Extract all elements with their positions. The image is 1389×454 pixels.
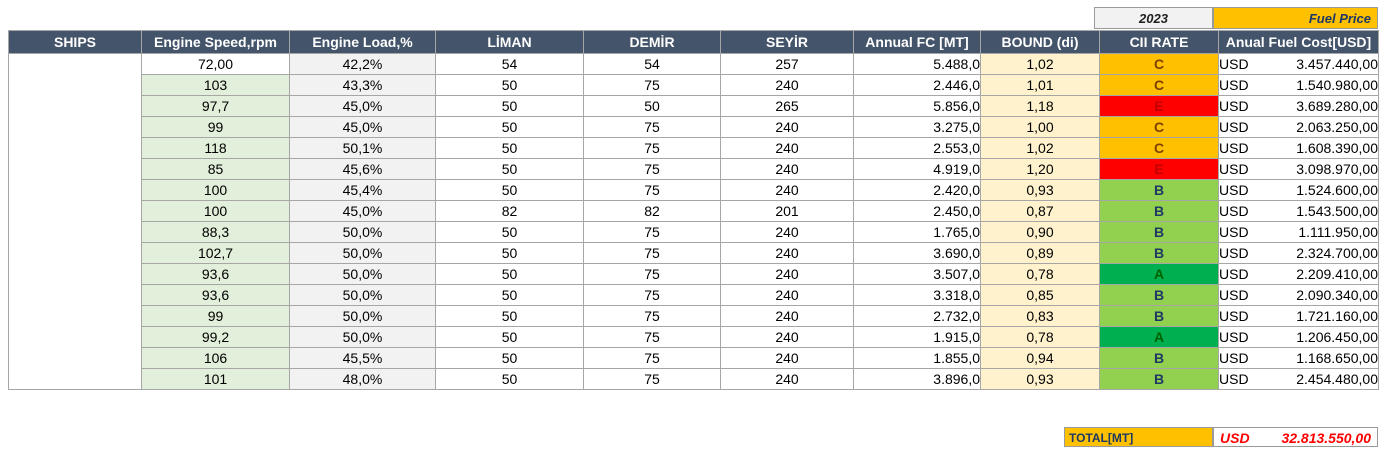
bound-cell[interactable]: 0,85 [981,285,1100,306]
engine-speed-cell[interactable]: 85 [142,159,290,180]
engine-speed-cell[interactable]: 72,00 [142,54,290,75]
cost-amount: 1.608.390,00 [1296,140,1378,156]
table-row [9,117,1379,138]
cii-rate-cell[interactable]: B [1100,201,1219,222]
col-header-annual-fc[interactable]: Annual FC [MT] [854,31,981,54]
engine-load-cell[interactable]: 50,1% [290,138,436,159]
engine-load-cell[interactable]: 45,0% [290,201,436,222]
seyir-cell[interactable]: 240 [721,285,854,306]
table-row [9,138,1379,159]
table-row [9,180,1379,201]
annual-fc-cell[interactable]: 2.732,0 [854,306,981,327]
bound-cell[interactable]: 1,02 [981,138,1100,159]
seyir-cell[interactable]: 240 [721,369,854,390]
currency-label: USD [1219,224,1249,240]
annual-fc-cell[interactable]: 4.919,0 [854,159,981,180]
annual-fc-cell[interactable]: 3.507,0 [854,264,981,285]
fuel-cost-cell[interactable] [1219,264,1379,285]
cii-rate-cell[interactable]: C [1100,75,1219,96]
fuel-cost-cell[interactable] [1219,285,1379,306]
table-row [9,75,1379,96]
fuel-cost-cell[interactable] [1219,138,1379,159]
liman-cell[interactable]: 50 [436,369,584,390]
cii-rate-cell[interactable]: B [1100,285,1219,306]
engine-load-cell[interactable]: 50,0% [290,222,436,243]
cii-rate-cell[interactable]: A [1100,327,1219,348]
total-value-cell[interactable] [1213,427,1378,447]
liman-cell[interactable]: 50 [436,117,584,138]
annual-fc-cell[interactable]: 3.275,0 [854,117,981,138]
cii-rate-cell[interactable]: C [1100,117,1219,138]
table-row [9,201,1379,222]
table-row [9,222,1379,243]
fuel-cost-cell[interactable] [1219,96,1379,117]
table-row [9,54,1379,75]
table-row [9,369,1379,390]
liman-cell[interactable]: 50 [436,159,584,180]
engine-speed-cell[interactable]: 88,3 [142,222,290,243]
annual-fc-cell[interactable]: 2.446,0 [854,75,981,96]
fuel-cost-cell[interactable] [1219,348,1379,369]
cii-rate-cell[interactable]: E [1100,159,1219,180]
fuel-price-cell[interactable]: Fuel Price [1213,7,1378,29]
seyir-cell[interactable]: 240 [721,306,854,327]
demir-cell[interactable]: 75 [584,75,721,96]
liman-cell[interactable]: 50 [436,138,584,159]
demir-cell[interactable]: 82 [584,201,721,222]
seyir-cell[interactable]: 201 [721,201,854,222]
column-header-row [9,31,1379,54]
seyir-cell[interactable]: 240 [721,348,854,369]
col-header-engine-speed[interactable]: Engine Speed,rpm [142,31,290,54]
bound-cell[interactable]: 0,89 [981,243,1100,264]
demir-cell[interactable]: 50 [584,96,721,117]
liman-cell[interactable]: 50 [436,75,584,96]
currency-label: USD [1219,161,1249,177]
cost-amount: 3.098.970,00 [1296,161,1378,177]
liman-cell[interactable]: 50 [436,96,584,117]
demir-cell[interactable]: 75 [584,243,721,264]
cost-amount: 1.168.650,00 [1296,350,1378,366]
bound-cell[interactable]: 1,20 [981,159,1100,180]
cost-amount: 1.524.600,00 [1296,182,1378,198]
engine-speed-cell[interactable]: 118 [142,138,290,159]
table-row [9,264,1379,285]
engine-load-cell[interactable]: 50,0% [290,264,436,285]
currency-label: USD [1219,203,1249,219]
bound-cell[interactable]: 0,78 [981,264,1100,285]
cii-rate-cell[interactable]: A [1100,264,1219,285]
col-header-liman[interactable]: LİMAN [436,31,584,54]
seyir-cell[interactable]: 257 [721,54,854,75]
annual-fc-cell[interactable]: 2.420,0 [854,180,981,201]
fuel-cost-cell[interactable] [1219,327,1379,348]
annual-fc-cell[interactable]: 2.450,0 [854,201,981,222]
liman-cell[interactable]: 50 [436,264,584,285]
table-body [9,54,1379,390]
currency-label: USD [1219,98,1249,114]
table-row [9,348,1379,369]
seyir-cell[interactable]: 240 [721,243,854,264]
seyir-cell[interactable]: 265 [721,96,854,117]
engine-speed-cell[interactable]: 100 [142,180,290,201]
seyir-cell[interactable]: 240 [721,117,854,138]
bound-cell[interactable]: 1,18 [981,96,1100,117]
fuel-cost-cell[interactable] [1219,243,1379,264]
engine-load-cell[interactable]: 50,0% [290,306,436,327]
seyir-cell[interactable]: 240 [721,264,854,285]
annual-fc-cell[interactable]: 3.318,0 [854,285,981,306]
demir-cell[interactable]: 75 [584,285,721,306]
liman-cell[interactable]: 50 [436,243,584,264]
fuel-cost-cell[interactable] [1219,159,1379,180]
currency-label: USD [1219,329,1249,345]
currency-label: USD [1219,56,1249,72]
demir-cell[interactable]: 75 [584,327,721,348]
engine-speed-cell[interactable]: 99 [142,117,290,138]
cii-rate-cell[interactable]: B [1100,222,1219,243]
engine-speed-cell[interactable]: 106 [142,348,290,369]
currency-label: USD [1219,371,1249,387]
engine-speed-cell[interactable]: 99,2 [142,327,290,348]
bound-cell[interactable]: 0,94 [981,348,1100,369]
demir-cell[interactable]: 75 [584,306,721,327]
total-amount: 32.813.550,00 [1281,430,1371,446]
col-header-engine-load[interactable]: Engine Load,% [290,31,436,54]
engine-load-cell[interactable]: 45,0% [290,96,436,117]
engine-speed-cell[interactable]: 93,6 [142,264,290,285]
annual-fc-cell[interactable]: 5.488,0 [854,54,981,75]
seyir-cell[interactable]: 240 [721,75,854,96]
liman-cell[interactable]: 54 [436,54,584,75]
liman-cell[interactable]: 50 [436,306,584,327]
cii-rate-cell[interactable]: B [1100,306,1219,327]
engine-load-cell[interactable]: 45,6% [290,159,436,180]
fuel-cost-cell[interactable] [1219,369,1379,390]
cost-amount: 2.090.340,00 [1296,287,1378,303]
demir-cell[interactable]: 75 [584,117,721,138]
cost-amount: 1.111.950,00 [1298,224,1378,240]
engine-load-cell[interactable]: 42,2% [290,54,436,75]
bound-cell[interactable]: 1,01 [981,75,1100,96]
annual-fc-cell[interactable]: 3.896,0 [854,369,981,390]
engine-load-cell[interactable]: 50,0% [290,285,436,306]
demir-cell[interactable]: 75 [584,348,721,369]
liman-cell[interactable]: 50 [436,285,584,306]
engine-speed-cell[interactable]: 103 [142,75,290,96]
annual-fc-cell[interactable]: 1.915,0 [854,327,981,348]
demir-cell[interactable]: 75 [584,264,721,285]
total-currency: USD [1220,430,1250,446]
table-row [9,285,1379,306]
seyir-cell[interactable]: 240 [721,327,854,348]
fuel-cost-cell[interactable] [1219,54,1379,75]
total-label[interactable]: TOTAL[MT] [1064,427,1213,447]
cost-amount: 3.689.280,00 [1296,98,1378,114]
currency-label: USD [1219,245,1249,261]
demir-cell[interactable]: 75 [584,180,721,201]
engine-speed-cell[interactable]: 100 [142,201,290,222]
table-row [9,243,1379,264]
demir-cell[interactable]: 75 [584,222,721,243]
col-header-ships[interactable]: SHIPS [9,31,142,54]
seyir-cell[interactable]: 240 [721,159,854,180]
table-row [9,327,1379,348]
table-row [9,159,1379,180]
fuel-cost-cell[interactable] [1219,75,1379,96]
bound-cell[interactable]: 0,93 [981,180,1100,201]
seyir-cell[interactable]: 240 [721,222,854,243]
col-header-bound[interactable]: BOUND (di) [981,31,1100,54]
cost-amount: 2.324.700,00 [1296,245,1378,261]
liman-cell[interactable]: 50 [436,327,584,348]
annual-fc-cell[interactable]: 5.856,0 [854,96,981,117]
annual-fc-cell[interactable]: 3.690,0 [854,243,981,264]
engine-speed-cell[interactable]: 101 [142,369,290,390]
cii-rate-cell[interactable]: B [1100,369,1219,390]
top-header-row [0,7,1389,30]
cii-rate-cell[interactable]: E [1100,96,1219,117]
liman-cell[interactable]: 50 [436,348,584,369]
engine-speed-cell[interactable]: 102,7 [142,243,290,264]
fuel-cost-cell[interactable] [1219,306,1379,327]
bound-cell[interactable]: 0,93 [981,369,1100,390]
currency-label: USD [1219,308,1249,324]
demir-cell[interactable]: 75 [584,138,721,159]
demir-cell[interactable]: 54 [584,54,721,75]
ships-merged-cell[interactable] [9,54,142,390]
ships-table [8,30,1379,390]
cost-amount: 1.206.450,00 [1296,329,1378,345]
engine-load-cell[interactable]: 50,0% [290,243,436,264]
bound-cell[interactable]: 0,87 [981,201,1100,222]
currency-label: USD [1219,119,1249,135]
seyir-cell[interactable]: 240 [721,138,854,159]
currency-label: USD [1219,182,1249,198]
demir-cell[interactable]: 75 [584,369,721,390]
fuel-cost-cell[interactable] [1219,117,1379,138]
currency-label: USD [1219,77,1249,93]
bound-cell[interactable]: 1,00 [981,117,1100,138]
cost-amount: 2.209.410,00 [1296,266,1378,282]
cost-amount: 1.721.160,00 [1296,308,1378,324]
demir-cell[interactable]: 75 [584,159,721,180]
engine-load-cell[interactable]: 50,0% [290,327,436,348]
currency-label: USD [1219,287,1249,303]
col-header-demir[interactable]: DEMİR [584,31,721,54]
annual-fc-cell[interactable]: 1.855,0 [854,348,981,369]
liman-cell[interactable]: 82 [436,201,584,222]
annual-fc-cell[interactable]: 2.553,0 [854,138,981,159]
col-header-fuel-cost[interactable]: Anual Fuel Cost[USD] [1219,31,1379,54]
seyir-cell[interactable]: 240 [721,180,854,201]
bound-cell[interactable]: 0,90 [981,222,1100,243]
liman-cell[interactable]: 50 [436,180,584,201]
engine-load-cell[interactable]: 45,5% [290,348,436,369]
engine-load-cell[interactable]: 45,0% [290,117,436,138]
col-header-seyir[interactable]: SEYİR [721,31,854,54]
fuel-cost-cell[interactable] [1219,201,1379,222]
engine-speed-cell[interactable]: 99 [142,306,290,327]
cost-amount: 3.457.440,00 [1296,56,1378,72]
cost-amount: 2.063.250,00 [1296,119,1378,135]
currency-label: USD [1219,350,1249,366]
cii-rate-cell[interactable]: C [1100,54,1219,75]
currency-label: USD [1219,266,1249,282]
table-row [9,306,1379,327]
total-row [0,427,1389,448]
engine-speed-cell[interactable]: 97,7 [142,96,290,117]
bound-cell[interactable]: 0,78 [981,327,1100,348]
cii-rate-cell[interactable]: B [1100,348,1219,369]
fuel-cost-cell[interactable] [1219,180,1379,201]
engine-load-cell[interactable]: 45,4% [290,180,436,201]
fuel-cost-cell[interactable] [1219,222,1379,243]
cost-amount: 2.454.480,00 [1296,371,1378,387]
cost-amount: 1.540.980,00 [1296,77,1378,93]
currency-label: USD [1219,140,1249,156]
cii-rate-cell[interactable]: B [1100,243,1219,264]
annual-fc-cell[interactable]: 1.765,0 [854,222,981,243]
liman-cell[interactable]: 50 [436,222,584,243]
engine-speed-cell[interactable]: 93,6 [142,285,290,306]
engine-load-cell[interactable]: 48,0% [290,369,436,390]
cost-amount: 1.543.500,00 [1296,203,1378,219]
table-row [9,96,1379,117]
bound-cell[interactable]: 0,83 [981,306,1100,327]
col-header-cii-rate[interactable]: CII RATE [1100,31,1219,54]
engine-load-cell[interactable]: 43,3% [290,75,436,96]
year-cell[interactable]: 2023 [1094,7,1213,29]
cii-rate-cell[interactable]: B [1100,180,1219,201]
bound-cell[interactable]: 1,02 [981,54,1100,75]
cii-rate-cell[interactable]: C [1100,138,1219,159]
